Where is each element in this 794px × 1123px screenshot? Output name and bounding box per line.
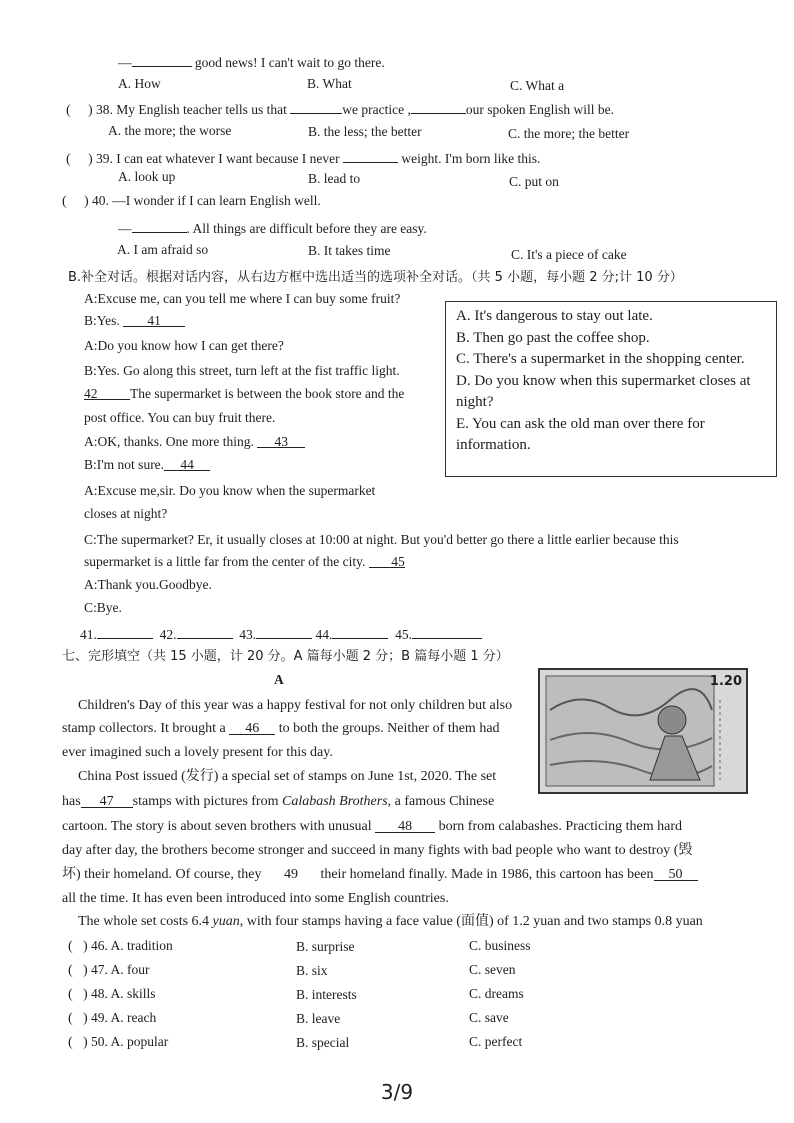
box-option-e: E. You can ask the old man over there for information.	[456, 415, 705, 453]
dialog-line-4: B:Yes. Go along this street, turn left at the fist traffic light.	[84, 363, 400, 378]
answer-paren: (	[66, 103, 89, 118]
passage-text: stamp collectors. It brought a	[62, 721, 226, 736]
passage-line-2	[62, 720, 500, 738]
dialog-text: B:I'm not sure.	[84, 457, 165, 472]
answer-paren: (	[62, 194, 85, 209]
stamp-image	[538, 668, 748, 794]
passage-line-6	[62, 818, 682, 836]
blank-num: 46	[245, 721, 260, 736]
passage-text: The whole set costs 6.4	[78, 914, 210, 929]
q37-stem	[118, 52, 385, 72]
q38-option-c: C. the more; the better	[508, 126, 630, 141]
answer-blank	[343, 148, 398, 163]
choice-47-c: C. seven	[469, 962, 516, 977]
choice-a: ) 46. A. tradition	[83, 938, 173, 953]
passage-line-8	[62, 866, 698, 884]
choice-49	[68, 1009, 156, 1028]
passage-line-10	[78, 913, 703, 931]
passage-text: , a famous Chinese	[387, 794, 495, 809]
answer-blank	[132, 52, 192, 67]
choice-49-c: C. save	[469, 1010, 509, 1025]
dialog-text: A:OK, thanks. One more thing.	[84, 434, 254, 449]
answer-blank-44	[332, 624, 388, 639]
q39-end: weight. I'm born like this.	[401, 151, 541, 166]
q40-option-b: B. It takes time	[308, 243, 391, 258]
blank-num: 48	[398, 819, 413, 834]
blank-num: 50	[668, 867, 683, 882]
dialog-line-14: C:Bye.	[84, 600, 122, 615]
passage-line-4: China Post issued (发行) a special set of stamps on June 1st, 2020. The set	[78, 769, 497, 784]
passage-text: born from calabashes. Practicing them hard	[438, 819, 682, 834]
q40-option-c: C. It's a piece of cake	[511, 247, 627, 262]
blank-46	[229, 720, 275, 735]
choice-46-c: C. business	[469, 938, 531, 953]
cartoon-title: Calabash Brothers	[281, 794, 388, 809]
answer-blank	[411, 99, 466, 114]
dialog-line-13: A:Thank you.Goodbye.	[84, 577, 212, 592]
blank-44	[164, 456, 210, 471]
answer-blank-41	[97, 624, 153, 639]
answer-blank	[132, 218, 187, 233]
choice-a: ) 49. A. reach	[83, 1010, 157, 1025]
choice-48-c: C. dreams	[469, 986, 524, 1001]
q37-text: good news! I can't wait to go there.	[194, 55, 385, 70]
q38-option-b: B. the less; the better	[308, 124, 422, 139]
box-option-c: C. There's a supermarket in the shopping center.	[456, 351, 745, 367]
q39-option-b: B. lead to	[308, 171, 361, 186]
blank-48	[375, 818, 435, 833]
blank-42	[84, 385, 130, 400]
q40-text: ) 40. —I wonder if I can learn English well.	[84, 193, 321, 208]
choice-48-b: B. interests	[296, 987, 357, 1002]
box-option-b: B. Then go past the coffee shop.	[456, 329, 650, 346]
blank-num: 43	[274, 434, 288, 449]
dialog-line-7	[84, 433, 305, 451]
choice-50-c: C. perfect	[469, 1034, 523, 1049]
passage-text: cartoon. The story is about seven brothers with unusual	[62, 819, 372, 834]
choice-a: ) 50. A. popular	[83, 1034, 169, 1049]
passage-line-3: ever imagined such a lovely present for this day.	[62, 745, 333, 760]
passage-text: has	[62, 794, 81, 809]
blank-num: 42	[84, 386, 98, 401]
answer-paren: (	[68, 963, 84, 978]
choice-a: ) 48. A. skills	[83, 986, 156, 1001]
dialog-line-6: post office. You can buy fruit there.	[84, 410, 276, 425]
answer-label-42: 42.	[159, 627, 177, 642]
section-b-title: B.补全对话。根据对话内容，从右边方框中选出适当的选项补全对话。（共 5 小题，每小题 2 分;计 10 分）	[68, 270, 683, 285]
passage-text: 坏) their homeland. Of course, they	[62, 867, 262, 882]
answer-paren: (	[68, 1011, 84, 1026]
choice-46	[68, 937, 173, 956]
passage-text: , with four stamps having a face value (面值) of 1.2 yuan and two stamps 0.8 yuan	[239, 914, 703, 929]
passage-text: stamps with pictures from	[132, 794, 279, 809]
blank-49	[265, 866, 317, 880]
passage-text: to both the groups. Neither of them had	[278, 721, 500, 736]
box-option-a: A. It's dangerous to stay out late.	[456, 308, 653, 324]
q38-end: our spoken English will be.	[465, 102, 614, 117]
choice-49-b: B. leave	[296, 1011, 341, 1026]
q37-option-c: C. What a	[510, 78, 565, 93]
blank-47	[81, 793, 133, 808]
answer-blank-43	[256, 624, 312, 639]
passage-line-9: all the time. It has even been introduced into some English countries.	[62, 891, 449, 906]
section-seven-title: 七、完形填空（共 15 小题，计 20 分。A 篇每小题 2 分；B 篇每小题 1 分）	[62, 649, 509, 664]
blank-45	[369, 553, 405, 568]
blank-num: 41	[147, 313, 161, 328]
q37-option-b: B. What	[307, 76, 352, 91]
answer-paren: (	[66, 152, 89, 167]
dialog-text: B:Yes.	[84, 313, 120, 328]
passage-text: their homeland finally. Made in 1986, this cartoon has been	[320, 867, 654, 882]
q39-stem	[66, 148, 540, 169]
answer-paren: (	[68, 987, 84, 1002]
choice-47-b: B. six	[296, 963, 328, 978]
blank-num: 47	[99, 794, 114, 809]
dialog-line-10: closes at night?	[84, 506, 168, 521]
dash: —	[118, 221, 132, 236]
box-option-d: D. Do you know when this supermarket closes at night?	[456, 372, 751, 410]
q39-text: ) 39. I can eat whatever I want because I never	[88, 151, 340, 166]
options-box	[445, 301, 777, 477]
q39-option-a: A. look up	[118, 169, 176, 184]
q39-option-c: C. put on	[509, 174, 559, 189]
choice-a: ) 47. A. four	[83, 962, 150, 977]
answer-paren: (	[68, 939, 84, 954]
q38-mid: we practice ,	[342, 102, 411, 117]
choice-46-b: B. surprise	[296, 939, 355, 954]
answer-label-45: 45.	[395, 627, 412, 642]
answer-label-43: 43.	[239, 627, 257, 642]
part-a-heading: A	[274, 672, 284, 687]
q40-reply	[118, 218, 427, 238]
page-number: 3/9	[380, 1080, 414, 1104]
dash: —	[118, 55, 132, 70]
q38-option-a: A. the more; the worse	[108, 123, 232, 138]
passage-line-1: Children's Day of this year was a happy festival for not only children but also	[78, 698, 513, 713]
dialog-line-8	[84, 456, 210, 474]
dialog-text: supermarket is a little far from the center of the city.	[84, 554, 366, 569]
q40-option-a: A. I am afraid so	[117, 242, 209, 257]
q40-reply-text: . All things are difficult before they are easy.	[186, 221, 427, 236]
answer-label-44: 44.	[315, 627, 333, 642]
answer-blank-42	[177, 624, 233, 639]
dialog-text: The supermarket is between the book store and the	[130, 386, 405, 401]
answer-paren: (	[68, 1035, 84, 1050]
blank-50	[654, 866, 698, 881]
passage-line-7: day after day, the brothers become stronger and succeed in many fights with bad people who want to destroy (毁	[62, 843, 693, 858]
answer-line	[80, 624, 482, 644]
dialog-line-3: A:Do you know how I can get there?	[84, 338, 284, 353]
dialog-line-9: A:Excuse me,sir. Do you know when the supermarket	[84, 483, 376, 498]
q40-stem	[62, 192, 321, 211]
answer-label-41: 41.	[80, 627, 97, 642]
currency-word: yuan	[212, 914, 240, 929]
choice-47	[68, 961, 150, 980]
dialog-line-1: A:Excuse me, can you tell me where I can buy some fruit?	[84, 291, 401, 306]
passage-line-5	[62, 793, 494, 811]
answer-blank	[290, 99, 342, 114]
stamp-value: 1.20	[709, 674, 742, 689]
blank-num: 44	[180, 457, 194, 472]
q37-option-a: A. How	[118, 76, 161, 91]
choice-50-b: B. special	[296, 1035, 350, 1050]
dialog-line-11: C:The supermarket? Er, it usually closes at 10:00 at night. But you'd better go there a little earlier because this	[84, 532, 679, 547]
blank-43	[257, 433, 305, 448]
dialog-line-5	[84, 385, 404, 403]
blank-num: 45	[391, 554, 405, 569]
choice-48	[68, 985, 156, 1004]
q38-text: ) 38. My English teacher tells us that	[88, 102, 287, 117]
q38-stem	[66, 99, 614, 120]
dialog-line-2	[84, 312, 185, 330]
answer-blank-45	[412, 624, 482, 639]
dialog-line-12	[84, 553, 405, 571]
blank-41	[123, 312, 185, 327]
blank-num: 49	[283, 867, 298, 882]
choice-50	[68, 1033, 168, 1052]
